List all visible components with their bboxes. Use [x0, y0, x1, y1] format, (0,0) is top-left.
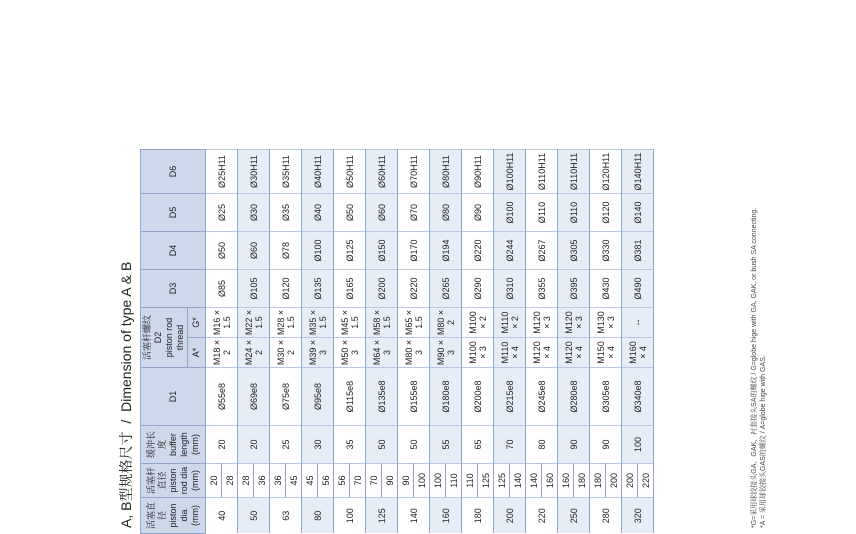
title-separator: /: [118, 419, 134, 424]
cell-rod: 100: [414, 464, 430, 498]
cell-d3: Ø135: [302, 270, 334, 308]
cell-d3: Ø355: [526, 270, 558, 308]
header-bore-cn: 活塞直径: [145, 502, 167, 530]
cell-d6: Ø40H11: [302, 150, 334, 194]
cell-d6: Ø90H11: [462, 150, 494, 194]
cell-a: M160 × 4: [622, 338, 654, 368]
header-buffer: [141, 426, 206, 464]
cell-d5: Ø60: [366, 194, 398, 232]
cell-d4: Ø100: [302, 232, 334, 270]
cell-d5: Ø110: [526, 194, 558, 232]
cell-g: M130 × 3: [590, 308, 622, 338]
cell-d3: Ø430: [590, 270, 622, 308]
cell-d3: Ø290: [462, 270, 494, 308]
cell-g: M120 × 3: [558, 308, 590, 338]
cell-g: M110 × 2: [494, 308, 526, 338]
cell-a: M24 × 2: [238, 338, 270, 368]
cell-d4: Ø305: [558, 232, 590, 270]
cell-bore: 40: [206, 498, 238, 534]
cell-d5: Ø25: [206, 194, 238, 232]
cell-bore: 160: [430, 498, 462, 534]
cell-d3: Ø105: [238, 270, 270, 308]
cell-a: M120 × 4: [526, 338, 558, 368]
cell-g: M100 × 2: [462, 308, 494, 338]
footnotes: [750, 208, 768, 528]
cell-rod: 70: [366, 464, 382, 498]
cell-d4: Ø381: [622, 232, 654, 270]
cell-rod: 36: [254, 464, 270, 498]
table-row: [558, 150, 574, 534]
cell-bore: 80: [302, 498, 334, 534]
table-row: [238, 150, 254, 534]
cell-d1: Ø180e8: [430, 368, 462, 426]
cell-a: M18 × 2: [206, 338, 238, 368]
cell-rod: 70: [350, 464, 366, 498]
cell-bore: 50: [238, 498, 270, 534]
cell-buffer: 20: [238, 426, 270, 464]
cell-d3: Ø120: [270, 270, 302, 308]
cell-bore: 320: [622, 498, 654, 534]
cell-d1: Ø135e8: [366, 368, 398, 426]
cell-bore: 63: [270, 498, 302, 534]
table-row: [462, 150, 478, 534]
table-row: [526, 150, 542, 534]
cell-d3: Ø85: [206, 270, 238, 308]
cell-d6: Ø35H11: [270, 150, 302, 194]
cell-d6: Ø100H11: [494, 150, 526, 194]
cell-g: M35 × 1.5: [302, 308, 334, 338]
table-body: [206, 150, 654, 534]
header-rod-en: piston rod dia: [167, 466, 189, 495]
cell-g: M120 × 3: [526, 308, 558, 338]
header-d1: D1: [141, 368, 206, 426]
header-rod: [141, 464, 206, 498]
cell-g: M22 × 1.5: [238, 308, 270, 338]
cell-d4: Ø330: [590, 232, 622, 270]
cell-d3: Ø395: [558, 270, 590, 308]
header-d2-a: A*: [188, 338, 206, 368]
header-d2-cn: 活塞杆螺纹D2: [142, 315, 163, 361]
cell-rod: 28: [238, 464, 254, 498]
cell-rod: 125: [494, 464, 510, 498]
title-chinese: A, B型规格尺寸: [118, 431, 134, 528]
cell-d4: Ø170: [398, 232, 430, 270]
cell-rod: 36: [270, 464, 286, 498]
cell-rod: 90: [382, 464, 398, 498]
cell-a: M39 × 3: [302, 338, 334, 368]
cell-d1: Ø280e8: [558, 368, 590, 426]
cell-d5: Ø70: [398, 194, 430, 232]
cell-d6: Ø120H11: [590, 150, 622, 194]
cell-d1: Ø200e8: [462, 368, 494, 426]
dimension-table: [140, 149, 654, 534]
cell-d1: Ø245e8: [526, 368, 558, 426]
cell-g: M65 × 1.5: [398, 308, 430, 338]
table-title: [116, 262, 136, 528]
header-bore-en: piston dia: [167, 503, 189, 528]
footnote-g: *G=采用球铰接头GA、GAK、衬套接头SA的螺纹 / G=globe hige with GA, GAK, or bush SA connecting.: [751, 207, 758, 528]
header-d2-g: G*: [188, 308, 206, 338]
cell-a: M30 × 2: [270, 338, 302, 368]
cell-d6: Ø110H11: [526, 150, 558, 194]
table-row: [398, 150, 414, 534]
cell-d3: Ø265: [430, 270, 462, 308]
cell-a: M80 × 3: [398, 338, 430, 368]
cell-rod: 140: [526, 464, 542, 498]
cell-buffer: 90: [558, 426, 590, 464]
cell-a: M110 × 4: [494, 338, 526, 368]
cell-d6: Ø30H11: [238, 150, 270, 194]
cell-bore: 140: [398, 498, 430, 534]
cell-buffer: 30: [302, 426, 334, 464]
cell-d4: Ø50: [206, 232, 238, 270]
cell-bore: 250: [558, 498, 590, 534]
cell-buffer: 35: [334, 426, 366, 464]
table-row: [334, 150, 350, 534]
cell-d1: Ø115e8: [334, 368, 366, 426]
cell-buffer: 50: [398, 426, 430, 464]
cell-d4: Ø125: [334, 232, 366, 270]
cell-d1: Ø305e8: [590, 368, 622, 426]
cell-d4: Ø267: [526, 232, 558, 270]
cell-rod: 180: [590, 464, 606, 498]
table-row: [206, 150, 222, 534]
cell-d5: Ø120: [590, 194, 622, 232]
cell-rod: 110: [462, 464, 478, 498]
cell-g: M16 × 1.5: [206, 308, 238, 338]
cell-rod: 160: [558, 464, 574, 498]
cell-buffer: 50: [366, 426, 398, 464]
cell-d1: Ø340e8: [622, 368, 654, 426]
cell-d3: Ø220: [398, 270, 430, 308]
cell-d3: Ø200: [366, 270, 398, 308]
cell-a: M150 × 4: [590, 338, 622, 368]
cell-a: M120 × 4: [558, 338, 590, 368]
cell-rod: 140: [510, 464, 526, 498]
cell-d3: Ø165: [334, 270, 366, 308]
header-bore-unit: (mm): [189, 505, 200, 526]
cell-a: M90 × 3: [430, 338, 462, 368]
cell-d1: Ø55e8: [206, 368, 238, 426]
cell-rod: 56: [318, 464, 334, 498]
cell-d6: Ø80H11: [430, 150, 462, 194]
cell-rod: 180: [574, 464, 590, 498]
cell-d1: Ø69e8: [238, 368, 270, 426]
cell-bore: 220: [526, 498, 558, 534]
cell-rod: 200: [622, 464, 638, 498]
cell-d1: Ø215e8: [494, 368, 526, 426]
table-row: [494, 150, 510, 534]
table-row: [430, 150, 446, 534]
footnote-a: *A = 采用球铰接头GAS的螺纹 / A=globe hige with GAS.: [760, 355, 767, 528]
cell-rod: 110: [446, 464, 462, 498]
header-buffer-en: buffer length: [167, 432, 189, 457]
table-row: [302, 150, 318, 534]
cell-bore: 125: [366, 498, 398, 534]
cell-buffer: 70: [494, 426, 526, 464]
cell-g: M80 × 2: [430, 308, 462, 338]
cell-g: M58 × 1.5: [366, 308, 398, 338]
cell-d6: Ø60H11: [366, 150, 398, 194]
cell-d4: Ø78: [270, 232, 302, 270]
cell-rod: 20: [206, 464, 222, 498]
cell-d4: Ø220: [462, 232, 494, 270]
cell-a: M100 × 3: [462, 338, 494, 368]
cell-d5: Ø80: [430, 194, 462, 232]
cell-bore: 280: [590, 498, 622, 534]
cell-rod: 28: [222, 464, 238, 498]
cell-d4: Ø194: [430, 232, 462, 270]
cell-bore: 200: [494, 498, 526, 534]
cell-g: --: [622, 308, 654, 338]
title-english: Dimension of type A & B: [118, 261, 134, 412]
cell-d4: Ø60: [238, 232, 270, 270]
table-row: [270, 150, 286, 534]
cell-d5: Ø140: [622, 194, 654, 232]
cell-rod: 100: [430, 464, 446, 498]
cell-bore: 100: [334, 498, 366, 534]
header-d5: D5: [141, 194, 206, 232]
cell-rod: 200: [606, 464, 622, 498]
cell-rod: 45: [286, 464, 302, 498]
cell-d5: Ø30: [238, 194, 270, 232]
table-row: [366, 150, 382, 534]
cell-buffer: 100: [622, 426, 654, 464]
cell-d4: Ø244: [494, 232, 526, 270]
cell-buffer: 65: [462, 426, 494, 464]
cell-d5: Ø90: [462, 194, 494, 232]
header-rod-cn: 活塞杆直径: [145, 467, 167, 495]
cell-d3: Ø310: [494, 270, 526, 308]
cell-buffer: 20: [206, 426, 238, 464]
cell-rod: 220: [638, 464, 654, 498]
cell-buffer: 90: [590, 426, 622, 464]
cell-d6: Ø25H11: [206, 150, 238, 194]
cell-g: M45 × 1.5: [334, 308, 366, 338]
cell-rod: 45: [302, 464, 318, 498]
cell-d5: Ø100: [494, 194, 526, 232]
cell-d5: Ø50: [334, 194, 366, 232]
table-row: [590, 150, 606, 534]
cell-a: M64 × 3: [366, 338, 398, 368]
cell-d3: Ø490: [622, 270, 654, 308]
cell-d6: Ø70H11: [398, 150, 430, 194]
cell-rod: 90: [398, 464, 414, 498]
header-d3: D3: [141, 270, 206, 308]
header-bore: [141, 498, 206, 534]
cell-rod: 125: [478, 464, 494, 498]
cell-d6: Ø140H11: [622, 150, 654, 194]
cell-buffer: 25: [270, 426, 302, 464]
cell-d1: Ø75e8: [270, 368, 302, 426]
cell-d5: Ø35: [270, 194, 302, 232]
header-d4: D4: [141, 232, 206, 270]
cell-d4: Ø150: [366, 232, 398, 270]
cell-a: M50 × 3: [334, 338, 366, 368]
header-d2-en: piston rod thread: [164, 317, 185, 358]
header-d2: [141, 308, 188, 368]
table-row: [622, 150, 638, 534]
header-buffer-cn: 缓冲长度: [145, 431, 167, 459]
cell-d6: Ø110H11: [558, 150, 590, 194]
cell-d6: Ø50H11: [334, 150, 366, 194]
cell-rod: 160: [542, 464, 558, 498]
cell-d1: Ø95e8: [302, 368, 334, 426]
header-buffer-unit: (mm): [189, 434, 200, 455]
cell-rod: 56: [334, 464, 350, 498]
cell-d5: Ø110: [558, 194, 590, 232]
cell-d5: Ø40: [302, 194, 334, 232]
cell-d1: Ø155e8: [398, 368, 430, 426]
cell-g: M28 × 1.5: [270, 308, 302, 338]
cell-buffer: 55: [430, 426, 462, 464]
cell-bore: 180: [462, 498, 494, 534]
cell-buffer: 80: [526, 426, 558, 464]
header-rod-unit: (mm): [189, 470, 200, 491]
header-d6: D6: [141, 150, 206, 194]
